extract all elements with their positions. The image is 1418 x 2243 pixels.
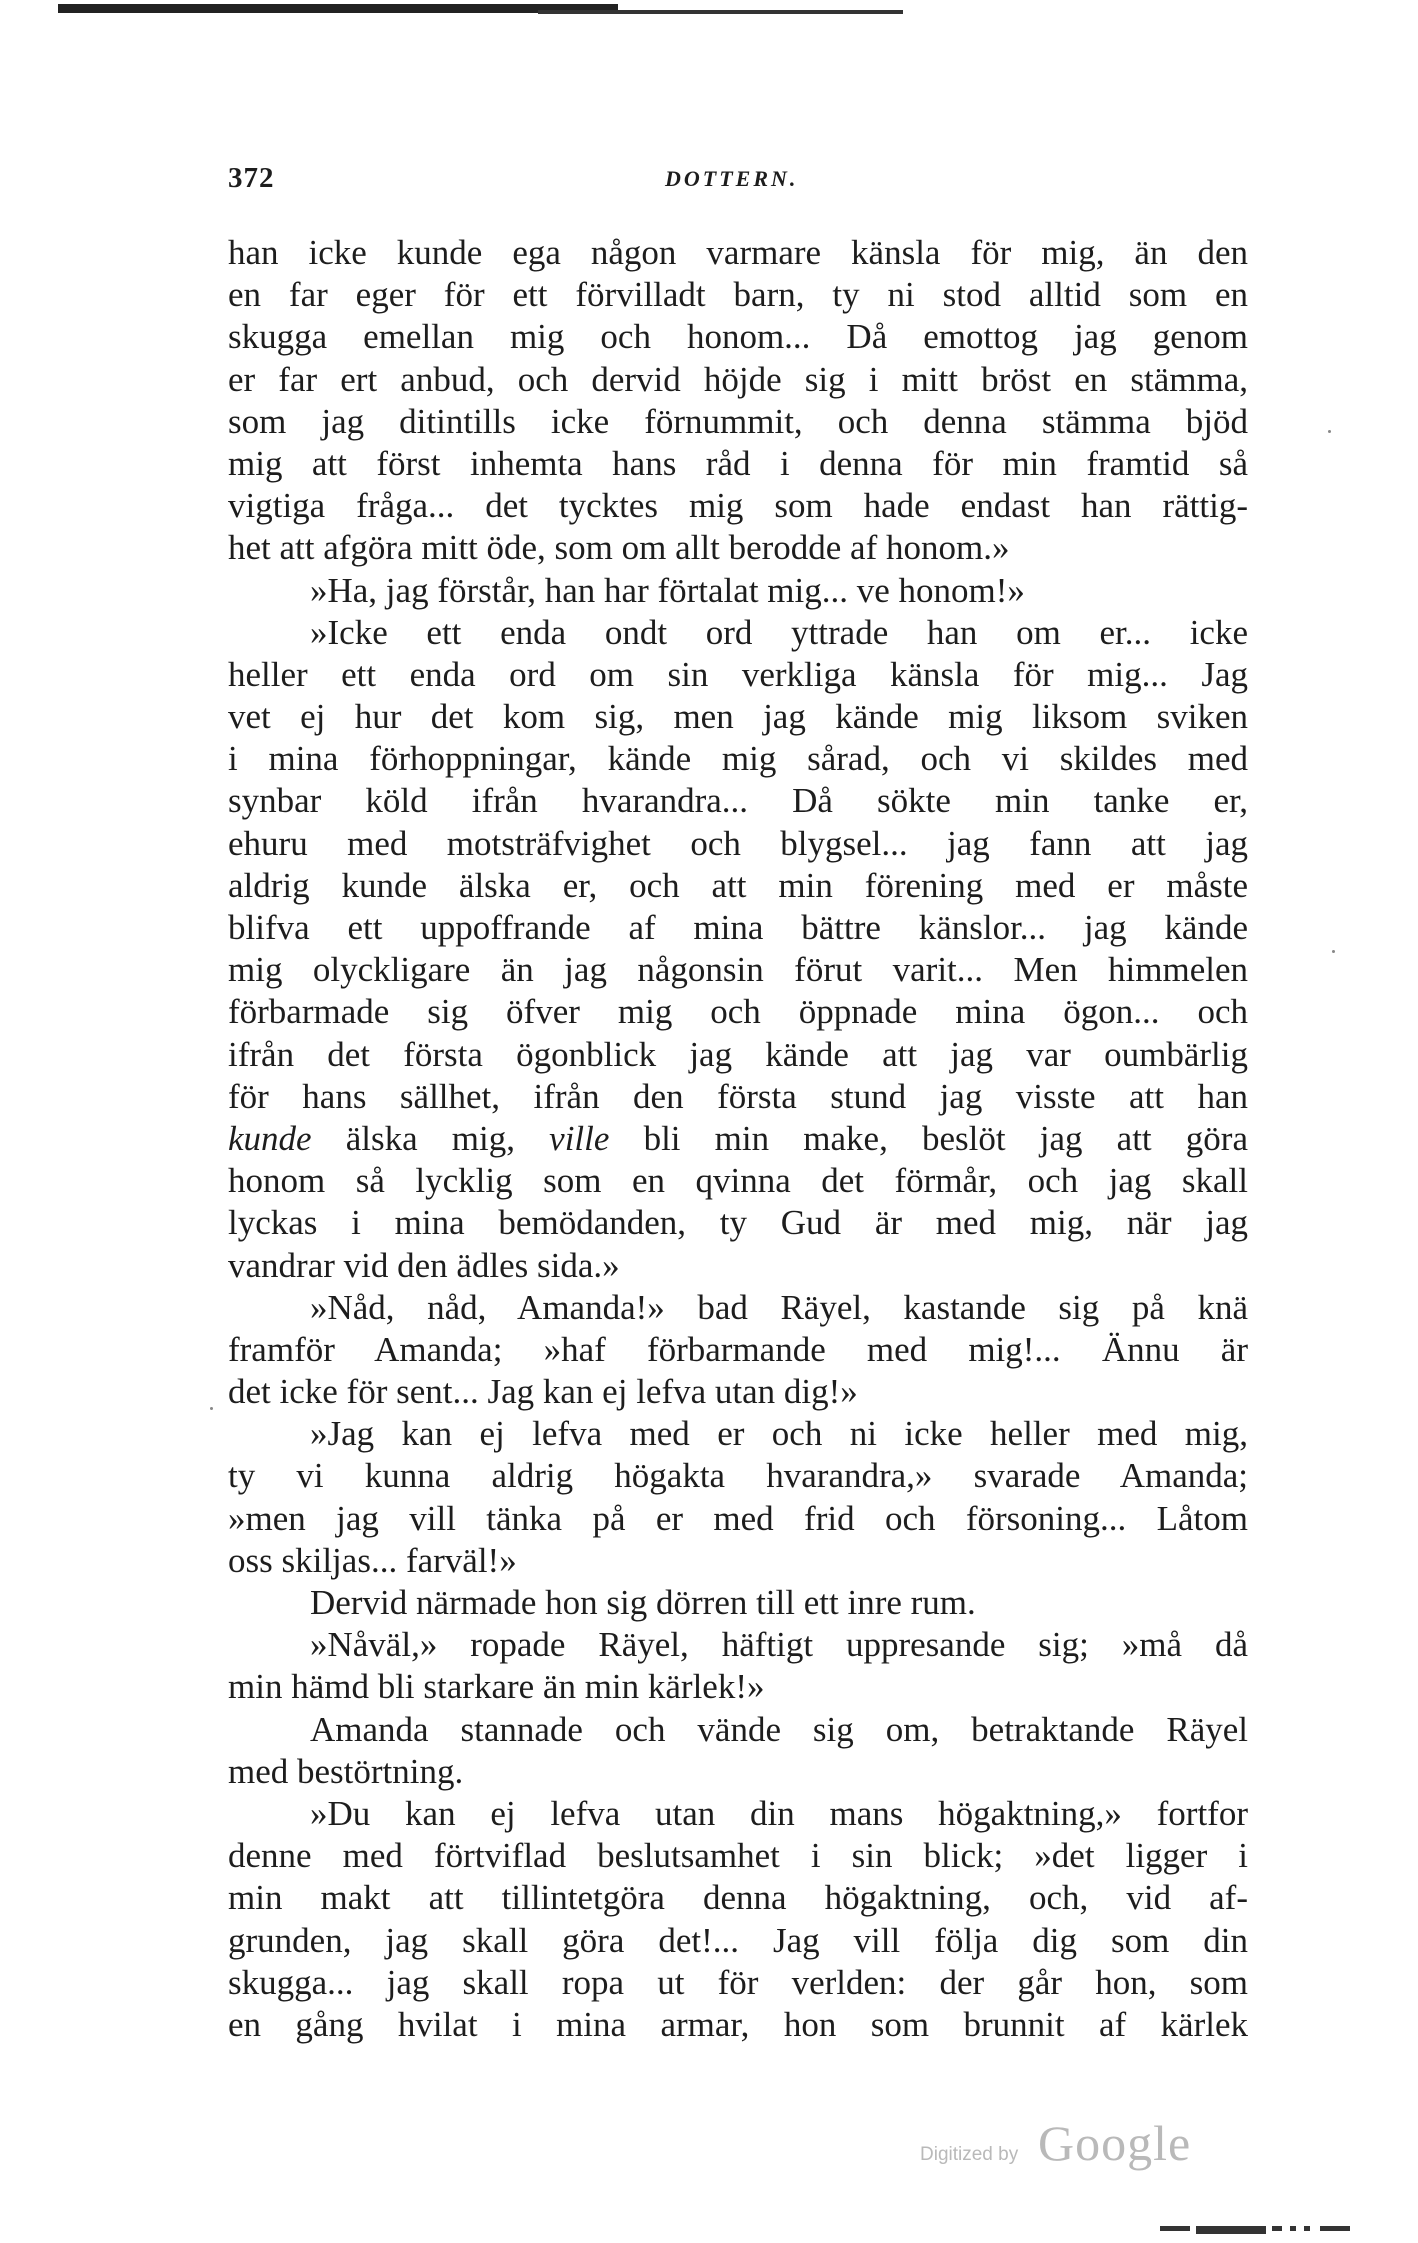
- text-line: synbar köld ifrån hvarandra... Då sökte min tanke er,: [228, 781, 1248, 821]
- text-line: i mina förhoppningar, kände mig sårad, och vi skildes med: [228, 739, 1248, 779]
- text-line: vandrar vid den ädles sida.»: [228, 1245, 620, 1285]
- italic-word: kunde: [228, 1118, 312, 1158]
- text-line: mig olyckligare än jag någonsin förut varit... Men himmelen: [228, 950, 1248, 990]
- watermark-small-text: Digitized by: [920, 2144, 1019, 2165]
- text-line: »Icke ett enda ondt ord yttrade han om er... icke: [310, 612, 1248, 652]
- text-line: framför Amanda; »haf förbarmande med mig!... Ännu är: [228, 1329, 1248, 1369]
- text-line: lyckas i mina bemödanden, ty Gud är med mig, när jag: [228, 1203, 1248, 1243]
- text-line: het att afgöra mitt öde, som om allt berodde af honom.»: [228, 528, 1010, 568]
- text-line: denne med förtviflad beslutsamhet i sin blick; »det ligger i: [228, 1836, 1248, 1876]
- text-line: »Jag kan ej lefva med er och ni icke heller med mig,: [310, 1414, 1248, 1454]
- text-line: för hans sällhet, ifrån den första stund jag visste att han: [228, 1076, 1248, 1116]
- text-line: med bestörtning.: [228, 1751, 464, 1791]
- running-head: DOTTERN.: [665, 166, 799, 191]
- scan-speck: [210, 1407, 213, 1410]
- page-header: [228, 162, 1248, 202]
- text-line: »Nåväl,» ropade Räyel, häftigt uppresande sig; »må då: [310, 1625, 1248, 1665]
- text-line: mig att först inhemta hans råd i denna för min framtid så: [228, 443, 1248, 483]
- top-scan-rule: [58, 0, 903, 20]
- text-line: som jag ditintills icke förnummit, och denna stämma bjöd: [228, 401, 1248, 441]
- bottom-scan-rule: [1160, 2226, 1360, 2234]
- text-line: ifrån det första ögonblick jag kände att jag var oumbärlig: [228, 1034, 1248, 1074]
- text-line: blifva ett uppoffrande af mina bättre känslor... jag kände: [228, 908, 1248, 947]
- text-line: min hämd bli starkare än min kärlek!»: [228, 1667, 765, 1707]
- text-line: honom så lycklig som en qvinna det förmår, och jag skall: [228, 1161, 1248, 1201]
- text-body: [228, 232, 1248, 2046]
- scan-speck: [1328, 430, 1331, 433]
- italic-word: ville: [549, 1118, 610, 1158]
- text-line: »Ha, jag förstår, han har förtalat mig... ve honom!»: [310, 570, 1025, 610]
- top-rule-bar-thin: [538, 10, 903, 14]
- text-line: ehuru med motsträfvighet och blygsel... jag fann att jag: [228, 823, 1248, 863]
- text-line: grunden, jag skall göra det!... Jag vill följa dig som din: [228, 1920, 1248, 1960]
- text-line: en gång hvilat i mina armar, hon som brunnit af kärlek: [228, 2004, 1248, 2044]
- page-number: 372: [228, 162, 275, 194]
- text-line: Dervid närmade hon sig dörren till ett inre rum.: [310, 1583, 976, 1622]
- text-line: skugga emellan mig och honom... Då emottog jag genom: [228, 317, 1248, 357]
- text-line: »men jag vill tänka på er med frid och försoning... Låtom: [228, 1498, 1248, 1538]
- text-line: aldrig kunde älska er, och att min förening med er måste: [228, 865, 1248, 905]
- text-line-with-italics: kunde älska mig, ville bli min make, beslöt jag att göra: [228, 1118, 1248, 1158]
- text-line: förbarmade sig öfver mig och öppnade mina ögon... och: [228, 992, 1248, 1032]
- text-line: min makt att tillintetgöra denna högaktning, och, vid af-: [228, 1878, 1248, 1918]
- text-line: »Nåd, nåd, Amanda!» bad Räyel, kastande sig på knä: [310, 1287, 1248, 1327]
- text-line: »Du kan ej lefva utan din mans högaktning,» fortfor: [310, 1793, 1248, 1833]
- google-logo-text: Google: [1038, 2115, 1192, 2171]
- text-line: skugga... jag skall ropa ut för verlden: der går hon, som: [228, 1962, 1248, 2002]
- text-line: oss skiljas... farväl!»: [228, 1540, 517, 1580]
- text-line: han icke kunde ega någon varmare känsla för mig, än den: [228, 233, 1248, 272]
- text-line: vet ej hur det kom sig, men jag kände mig liksom sviken: [228, 697, 1248, 737]
- scan-speck: [1332, 950, 1335, 953]
- text-line: Amanda stannade och vände sig om, betraktande Räyel: [310, 1709, 1248, 1749]
- text-line: vigtiga fråga... det tycktes mig som hade endast han rättig-: [228, 486, 1248, 526]
- text-line: en far eger för ett förvilladt barn, ty ni stod alltid som en: [228, 275, 1248, 315]
- text-line: det icke för sent... Jag kan ej lefva utan dig!»: [228, 1372, 858, 1412]
- text-line: er far ert anbud, och dervid höjde sig i mitt bröst en stämma,: [228, 359, 1248, 399]
- text-line: ty vi kunna aldrig högakta hvarandra,» svarade Amanda;: [228, 1456, 1248, 1496]
- top-rule-bar: [58, 4, 618, 13]
- text-line: heller ett enda ord om sin verkliga känsla för mig... Jag: [228, 654, 1248, 694]
